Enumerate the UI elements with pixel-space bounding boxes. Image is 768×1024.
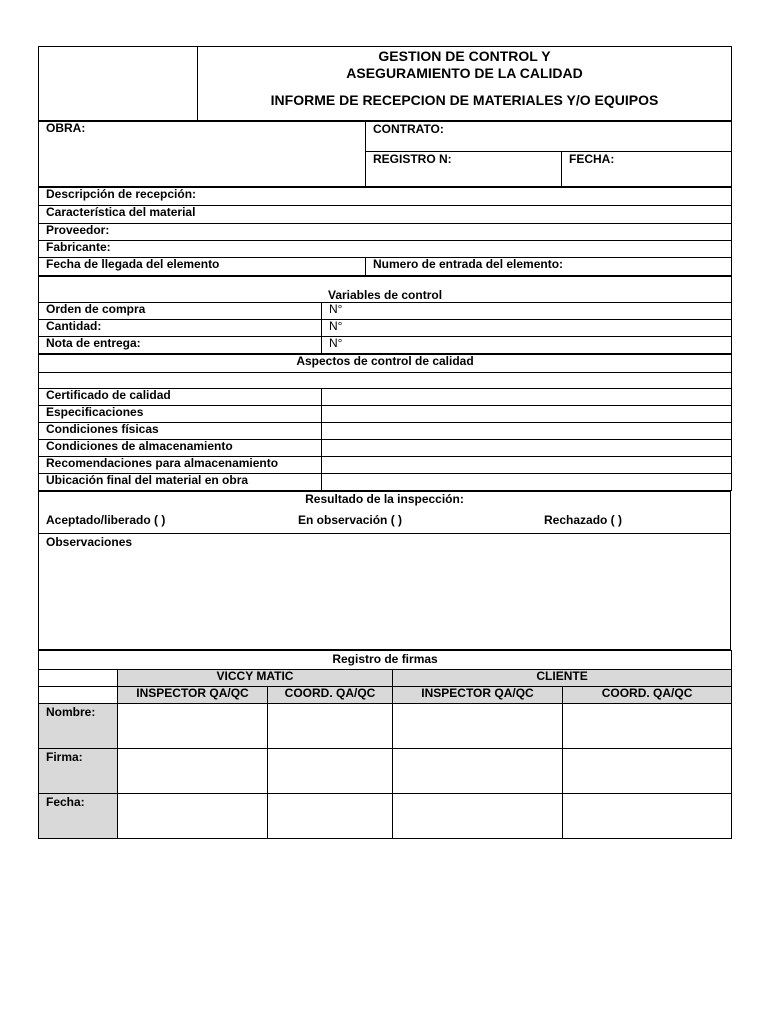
table-row — [39, 303, 732, 320]
proveedor-field[interactable]: Proveedor: — [39, 224, 732, 241]
fecha-field[interactable]: FECHA: — [562, 152, 732, 187]
title-line-1: GESTION DE CONTROL Y — [378, 48, 551, 64]
caracteristica-field[interactable]: Característica del material — [39, 206, 732, 224]
control-variables-section — [38, 276, 732, 354]
table-row — [39, 794, 732, 839]
fecha-cell[interactable] — [563, 794, 732, 839]
logo-box — [39, 47, 198, 121]
blank-cell — [39, 687, 118, 704]
table-row — [39, 389, 732, 406]
blank-row — [39, 373, 732, 389]
inspection-section — [38, 491, 731, 650]
firma-cell[interactable] — [563, 749, 732, 794]
title-line-2: ASEGURAMIENTO DE LA CALIDAD — [346, 65, 583, 81]
rejected-option[interactable]: Rechazado ( ) — [544, 513, 623, 527]
col-inspector-1: INSPECTOR QA/QC — [118, 687, 268, 704]
group-viccy-matic: VICCY MATIC — [118, 670, 393, 687]
table-row — [39, 423, 732, 440]
form-header — [38, 46, 732, 121]
nota-entrega-value[interactable]: N° — [322, 337, 732, 354]
recomendaciones-value[interactable] — [322, 457, 732, 474]
firma-cell[interactable] — [393, 749, 563, 794]
quality-aspects-section — [38, 354, 732, 491]
descripcion-field[interactable]: Descripción de recepción: — [39, 188, 732, 206]
group-cliente: CLIENTE — [393, 670, 732, 687]
especificaciones-value[interactable] — [322, 406, 732, 423]
form-title — [198, 47, 732, 121]
quality-aspects-title: Aspectos de control de calidad — [39, 355, 732, 373]
nombre-cell[interactable] — [393, 704, 563, 749]
firma-label: Firma: — [39, 749, 118, 794]
nombre-cell[interactable] — [268, 704, 393, 749]
reception-form — [38, 46, 731, 839]
fecha-label: Fecha: — [39, 794, 118, 839]
nombre-cell[interactable] — [118, 704, 268, 749]
observation-option[interactable]: En observación ( ) — [298, 513, 403, 527]
table-row — [39, 474, 732, 491]
firma-cell[interactable] — [268, 749, 393, 794]
fecha-cell[interactable] — [393, 794, 563, 839]
nombre-label: Nombre: — [39, 704, 118, 749]
cantidad-value[interactable]: N° — [322, 320, 732, 337]
col-coord-2: COORD. QA/QC — [563, 687, 732, 704]
obra-field[interactable]: OBRA: — [39, 122, 366, 187]
firma-cell[interactable] — [118, 749, 268, 794]
table-row — [39, 457, 732, 474]
fabricante-field[interactable]: Fabricante: — [39, 241, 732, 258]
certificado-value[interactable] — [322, 389, 732, 406]
table-row — [39, 749, 732, 794]
almacenamiento-label: Condiciones de almacenamiento — [39, 440, 322, 457]
table-row — [39, 320, 732, 337]
table-row — [39, 440, 732, 457]
orden-compra-label: Orden de compra — [39, 303, 322, 320]
inspection-result — [39, 492, 731, 534]
observations-label: Observaciones — [46, 535, 133, 549]
title-line-3: INFORME DE RECEPCION DE MATERIALES Y/O EQUIPOS — [270, 92, 659, 108]
col-inspector-2: INSPECTOR QA/QC — [393, 687, 563, 704]
control-variables-title: Variables de control — [39, 277, 732, 303]
condiciones-fisicas-value[interactable] — [322, 423, 732, 440]
table-row — [39, 704, 732, 749]
certificado-label: Certificado de calidad — [39, 389, 322, 406]
nombre-cell[interactable] — [563, 704, 732, 749]
col-coord-1: COORD. QA/QC — [268, 687, 393, 704]
observations-field[interactable] — [39, 534, 731, 650]
accepted-option[interactable]: Aceptado/liberado ( ) — [46, 513, 166, 527]
orden-compra-value[interactable]: N° — [322, 303, 732, 320]
especificaciones-label: Especificaciones — [39, 406, 322, 423]
table-row — [39, 406, 732, 423]
recomendaciones-label: Recomendaciones para almacenamiento — [39, 457, 322, 474]
reception-section — [38, 187, 732, 276]
fecha-cell[interactable] — [118, 794, 268, 839]
almacenamiento-value[interactable] — [322, 440, 732, 457]
contrato-field[interactable]: CONTRATO: — [366, 122, 732, 152]
fecha-llegada-field[interactable]: Fecha de llegada del elemento — [39, 258, 366, 276]
registro-field[interactable]: REGISTRO N: — [366, 152, 562, 187]
table-row — [39, 337, 732, 354]
numero-entrada-field[interactable]: Numero de entrada del elemento: — [366, 258, 732, 276]
signatures-section — [38, 650, 732, 839]
blank-cell — [39, 670, 118, 687]
fecha-cell[interactable] — [268, 794, 393, 839]
condiciones-fisicas-label: Condiciones físicas — [39, 423, 322, 440]
signatures-title: Registro de firmas — [39, 651, 732, 670]
inspection-title: Resultado de la inspección: — [305, 492, 464, 506]
cantidad-label: Cantidad: — [39, 320, 322, 337]
general-section — [38, 121, 732, 187]
ubicacion-label: Ubicación final del material en obra — [39, 474, 322, 491]
ubicacion-value[interactable] — [322, 474, 732, 491]
nota-entrega-label: Nota de entrega: — [39, 337, 322, 354]
